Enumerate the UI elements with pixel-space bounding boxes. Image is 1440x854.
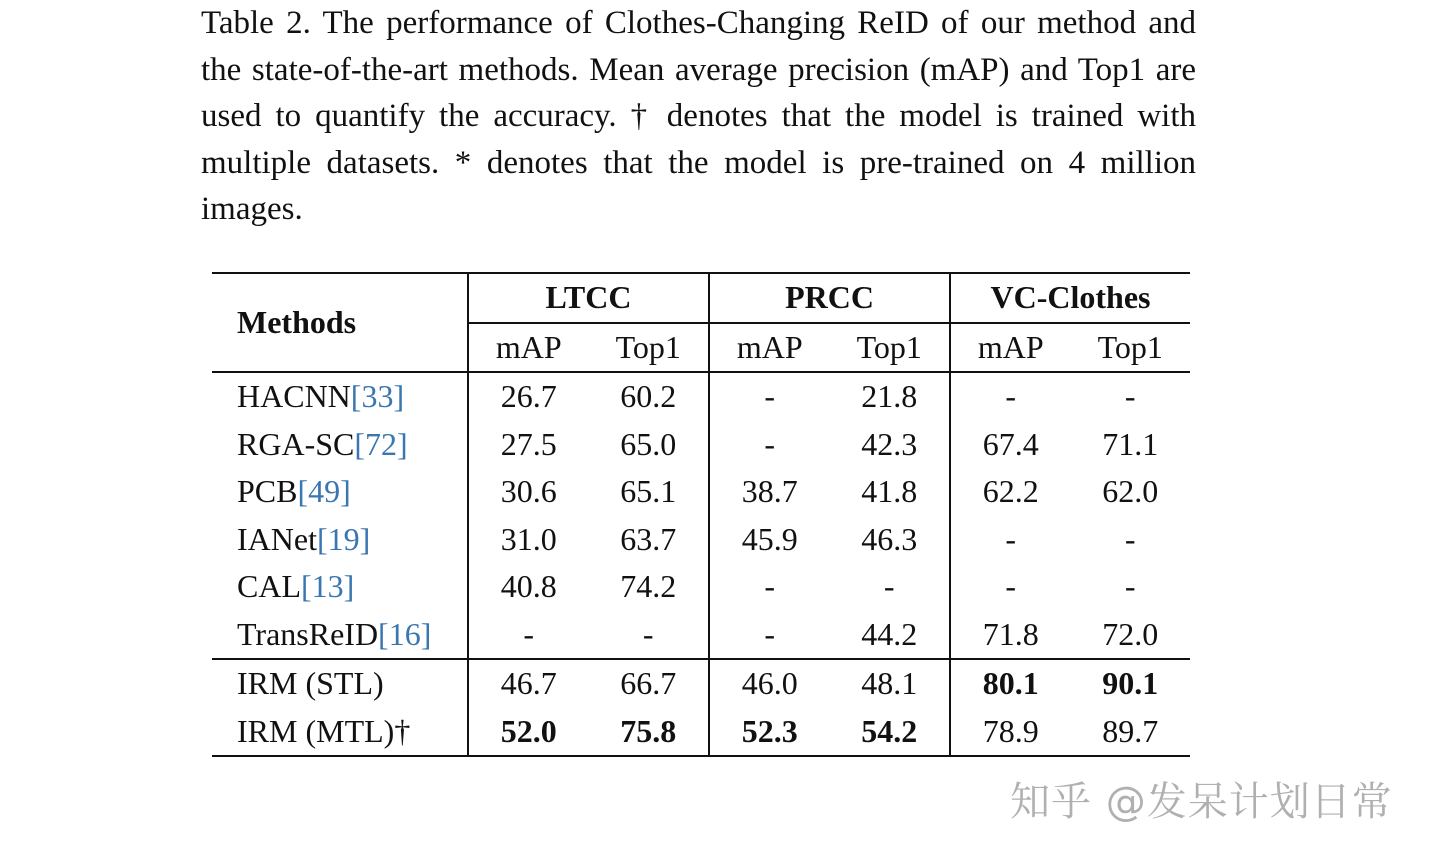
citation-link[interactable]: [49]	[297, 473, 351, 510]
value-cell: 31.0	[468, 516, 589, 564]
value-cell: 74.2	[620, 568, 677, 605]
value-cell: 52.3	[709, 708, 830, 757]
method-label: IRM (STL)	[237, 665, 384, 702]
value-cell: 42.3	[861, 425, 918, 462]
subheader: mAP	[709, 323, 830, 373]
table-row	[212, 563, 1190, 611]
group-header: VC-Clothes	[950, 273, 1190, 323]
value-cell: 78.9	[950, 708, 1071, 757]
value-cell: 30.6	[468, 468, 589, 516]
group-header: PRCC	[709, 273, 950, 323]
citation-link[interactable]: [19]	[316, 520, 371, 557]
value-cell: -	[709, 563, 830, 611]
value-cell: 45.9	[709, 516, 830, 564]
value-cell: -	[642, 615, 654, 652]
table-row	[212, 659, 1190, 708]
method-name	[212, 468, 468, 516]
value-cell: 54.2	[861, 712, 918, 749]
value-cell: 80.1	[950, 659, 1071, 708]
method-label: CAL	[237, 568, 301, 605]
value-cell: -	[883, 568, 895, 605]
method-name	[212, 611, 468, 660]
method-name	[212, 372, 468, 421]
value-cell: -	[709, 611, 830, 660]
value-cell: 62.2	[950, 468, 1071, 516]
results-table	[212, 272, 1190, 757]
value-cell: 66.7	[620, 665, 677, 702]
method-label: IANet	[237, 520, 317, 557]
value-cell: -	[950, 563, 1071, 611]
table-row	[212, 611, 1190, 660]
value-cell: 48.1	[861, 665, 918, 702]
subheader: Top1	[856, 328, 922, 365]
method-label: IRM (MTL)†	[237, 712, 411, 749]
citation-link[interactable]: [13]	[301, 568, 355, 605]
value-cell: 65.0	[620, 425, 677, 462]
group-header: LTCC	[468, 273, 709, 323]
value-cell: 75.8	[620, 712, 677, 749]
value-cell: 65.1	[620, 473, 677, 510]
value-cell: 27.5	[468, 421, 589, 469]
value-cell: 26.7	[468, 372, 589, 421]
value-cell: 38.7	[709, 468, 830, 516]
value-cell: 40.8	[468, 563, 589, 611]
value-cell: 60.2	[620, 378, 677, 415]
value-cell: -	[1124, 568, 1136, 605]
method-label: TransReID	[237, 615, 379, 652]
method-name	[212, 708, 468, 757]
value-cell: 71.1	[1102, 425, 1159, 462]
value-cell: 46.7	[468, 659, 589, 708]
subheader: mAP	[950, 323, 1071, 373]
value-cell: -	[950, 372, 1071, 421]
value-cell: -	[1124, 520, 1136, 557]
value-cell: 52.0	[468, 708, 589, 757]
methods-header: Methods	[237, 304, 357, 340]
value-cell: 41.8	[861, 473, 918, 510]
value-cell: 46.3	[861, 520, 918, 557]
value-cell: 89.7	[1102, 712, 1159, 749]
value-cell: 46.0	[709, 659, 830, 708]
value-cell: 21.8	[861, 378, 918, 415]
value-cell: 67.4	[950, 421, 1071, 469]
value-cell: -	[468, 611, 589, 660]
table-row	[212, 516, 1190, 564]
method-label: PCB	[237, 473, 298, 510]
method-name	[212, 516, 468, 564]
value-cell: 62.0	[1102, 473, 1159, 510]
table-row	[212, 468, 1190, 516]
value-cell: 90.1	[1102, 665, 1159, 702]
value-cell: 72.0	[1102, 615, 1159, 652]
method-label: RGA-SC	[237, 425, 355, 462]
method-name	[212, 421, 468, 469]
table-row	[212, 372, 1190, 421]
value-cell: -	[709, 421, 830, 469]
method-name	[212, 563, 468, 611]
value-cell: -	[709, 372, 830, 421]
table-row	[212, 421, 1190, 469]
table-row	[212, 708, 1190, 757]
value-cell: -	[1124, 378, 1136, 415]
citation-link[interactable]: [33]	[350, 378, 405, 415]
citation-link[interactable]: [72]	[354, 425, 408, 462]
value-cell: 71.8	[950, 611, 1071, 660]
table-caption: Table 2. The performance of Clothes-Changing ReID of our method and the state-of-the-art methods. Mean average precision (mAP) and Top1 are used to quantify the accuracy. † denotes that the model is trained with multiple datasets. * denotes that the model is pre-trained on 4 million images.	[201, 5, 1196, 227]
value-cell: 44.2	[861, 615, 918, 652]
method-name	[212, 659, 468, 708]
watermark: 知乎 @发呆计划日常	[1010, 779, 1393, 825]
citation-link[interactable]: [16]	[378, 615, 432, 652]
subheader: Top1	[615, 328, 681, 365]
value-cell: -	[950, 516, 1071, 564]
method-label: HACNN	[237, 378, 351, 415]
subheader: mAP	[468, 323, 589, 373]
value-cell: 63.7	[620, 520, 677, 557]
subheader: Top1	[1097, 328, 1163, 365]
